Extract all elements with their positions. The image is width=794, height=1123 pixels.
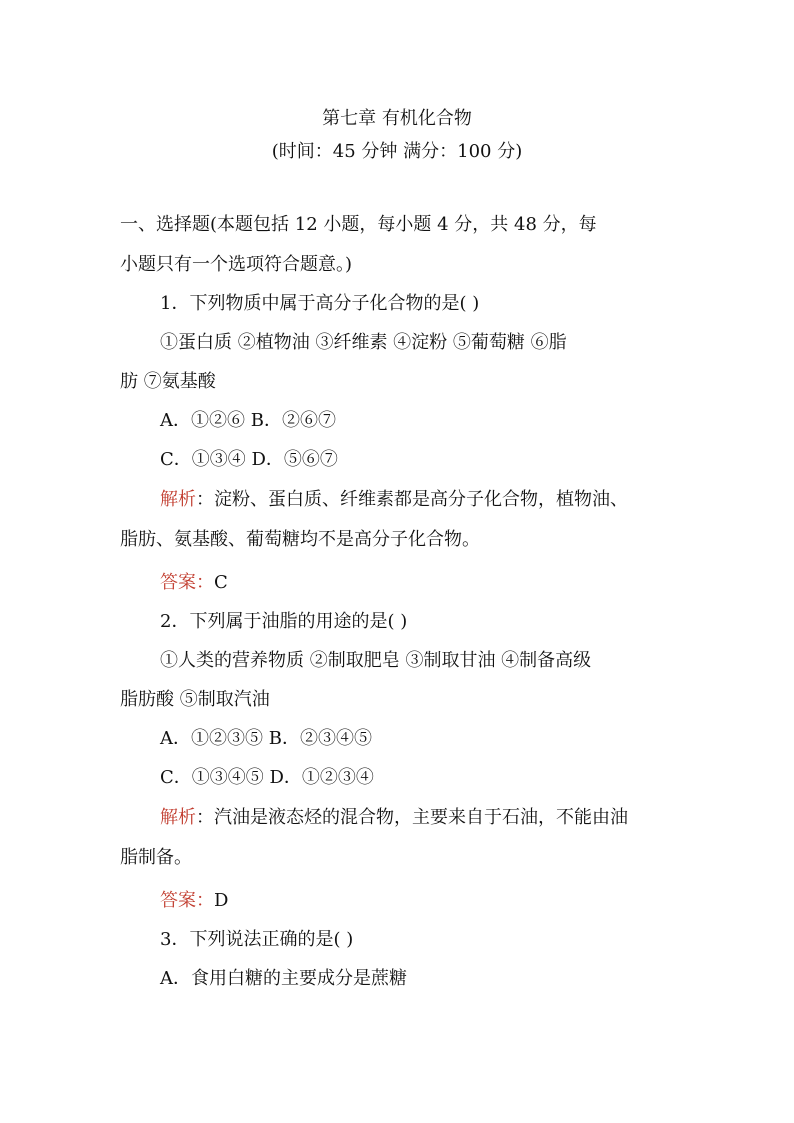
question-1-options-cd: C．①③④ D．⑤⑥⑦ (160, 449, 338, 470)
exam-info: (时间：45 分钟 满分：100 分) (271, 141, 523, 162)
question-1-stem: 1．下列物质中属于高分子化合物的是( ) (160, 293, 480, 314)
question-1-analysis (160, 487, 628, 513)
question-2-answer (160, 888, 228, 914)
question-2-analysis (160, 805, 628, 831)
question-1-items-line1: ①蛋白质 ②植物油 ③纤维素 ④淀粉 ⑤葡萄糖 ⑥脂 (160, 332, 567, 353)
chapter-title: 第七章 有机化合物 (322, 108, 472, 129)
question-2-stem: 2．下列属于油脂的用途的是( ) (160, 611, 408, 632)
question-2-analysis-line2: 脂制备。 (120, 847, 192, 868)
analysis-text: ：汽油是液态烃的混合物，主要来自于石油，不能由油 (196, 807, 628, 828)
question-2-items-line1: ①人类的营养物质 ②制取肥皂 ③制取甘油 ④制备高级 (160, 650, 592, 671)
analysis-label: 解析 (160, 807, 196, 828)
analysis-label: 解析 (160, 489, 196, 510)
question-2-options-cd: C．①③④⑤ D．①②③④ (160, 767, 374, 788)
question-2-items-line2: 脂肪酸 ⑤制取汽油 (120, 689, 270, 710)
question-3-stem: 3．下列说法正确的是( ) (160, 929, 354, 950)
answer-value: C (214, 572, 228, 593)
answer-value: D (214, 890, 229, 911)
section-heading-line1: 一、选择题(本题包括 12 小题，每小题 4 分，共 48 分，每 (120, 214, 597, 235)
question-2-options-ab: A．①②③⑤ B．②③④⑤ (160, 728, 372, 749)
analysis-text: ：淀粉、蛋白质、纤维素都是高分子化合物，植物油、 (196, 489, 628, 510)
answer-label: 答案： (160, 572, 214, 593)
section-heading-line2: 小题只有一个选项符合题意。) (120, 254, 353, 275)
question-1-options-ab: A．①②⑥ B．②⑥⑦ (160, 410, 336, 431)
question-3-option-a: A．食用白糖的主要成分是蔗糖 (160, 968, 407, 989)
question-1-answer (160, 570, 228, 596)
question-1-items-line2: 肪 ⑦氨基酸 (120, 371, 216, 392)
question-1-analysis-line2: 脂肪、氨基酸、葡萄糖均不是高分子化合物。 (120, 529, 480, 550)
answer-label: 答案： (160, 890, 214, 911)
